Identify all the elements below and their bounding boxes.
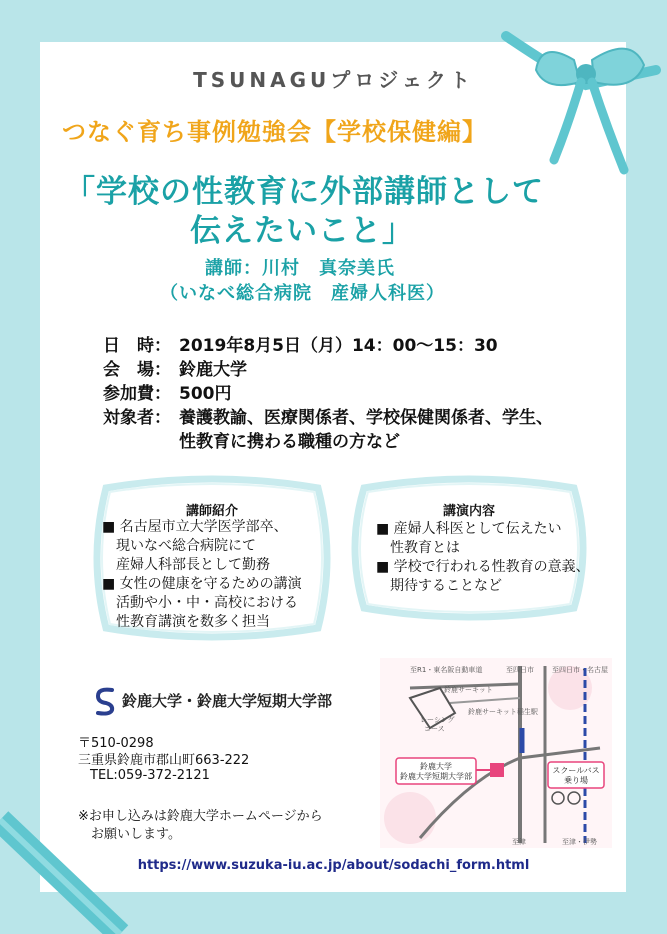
map-university-marker: [490, 763, 504, 777]
university-logo-icon: [94, 686, 116, 716]
info-target-cont: 性教育に携わる職種の方など: [179, 432, 400, 452]
content-box-title: 講演内容: [442, 504, 495, 519]
event-name: つなぐ育ち事例勉強会【学校保健編】: [62, 118, 487, 146]
org-postal: 〒510-0298: [78, 736, 154, 751]
lecturer-box-body: [102, 518, 302, 632]
map-label-yokkaichi-b: 至四日市・名古屋: [552, 666, 608, 674]
note-line-2: お願いします。: [78, 827, 181, 842]
info-target: 対象者： 養護教諭、医療関係者、学校保健関係者、学生、: [103, 408, 553, 428]
content-line: 性教育とは: [376, 540, 460, 556]
info-date: 日 時： 2019年8月5日（月）14：00～15：30: [103, 336, 498, 356]
org-tel: TEL:059-372-2121: [90, 768, 210, 783]
lecturer-name: 講師：川村 真奈美氏: [205, 258, 395, 279]
map-label-bus-2: 乗り場: [564, 776, 588, 785]
ribbon-bow-icon: [496, 30, 666, 180]
info-fee: 参加費： 500円: [103, 384, 232, 404]
title-line-1: 「学校の性教育に外部講師として: [64, 174, 544, 210]
lecturer-line: 現いなべ総合病院にて: [102, 538, 256, 554]
project-name: TSUNAGUプロジェクト: [193, 68, 474, 92]
content-box-body: [376, 520, 590, 596]
content-line: ■ 学校で行われる性教育の意義、: [376, 559, 590, 575]
org-name: 鈴鹿大学・鈴鹿大学短期大学部: [122, 692, 333, 710]
lecturer-box-title: 講師紹介: [185, 504, 238, 519]
map-label-bus-1: スクールバス: [552, 766, 600, 775]
title-line-2: 伝えたいこと」: [190, 213, 414, 249]
lecturer-line: ■ 女性の健康を守るための講演: [102, 576, 302, 592]
map-label-circuit: 鈴鹿サーキット: [444, 686, 493, 694]
map-label-tsu-a: 至津: [512, 838, 526, 846]
map-label-tsu-b: 至津・伊勢: [562, 838, 597, 846]
map-label-racing: レーシング: [420, 716, 455, 724]
lecturer-affiliation: （いなべ総合病院 産婦人科医）: [160, 283, 445, 304]
content-line: 期待することなど: [376, 578, 502, 594]
map-label-highway: 至R1・東名阪自動車道: [410, 666, 483, 674]
lecturer-line: 産婦人科部長として勤務: [102, 557, 270, 573]
lecturer-line: ■ 名古屋市立大学医学部卒、: [102, 519, 288, 535]
map-label-univ-1: 鈴鹿大学: [420, 762, 452, 771]
org-address: 三重県鈴鹿市郡山町663-222: [78, 753, 250, 768]
map-label-yokkaichi-a: 至四日市: [506, 666, 534, 674]
info-venue: 会 場： 鈴鹿大学: [103, 360, 247, 380]
map-label-station: 鈴鹿サーキット稲生駅: [468, 708, 538, 716]
lecturer-line: 性教育講演を数多く担当: [102, 614, 270, 630]
content-line: ■ 産婦人科医として伝えたい: [376, 521, 562, 537]
note-line-1: ※お申し込みは鈴鹿大学ホームページから: [78, 809, 323, 824]
map-label-course: コース: [424, 725, 445, 733]
application-url[interactable]: https://www.suzuka-iu.ac.jp/about/sodachi_form.html: [137, 858, 530, 873]
lecturer-line: 活動や小・中・高校における: [102, 595, 298, 611]
access-map: [380, 658, 612, 848]
map-label-univ-2: 鈴鹿大学短期大学部: [400, 772, 472, 781]
